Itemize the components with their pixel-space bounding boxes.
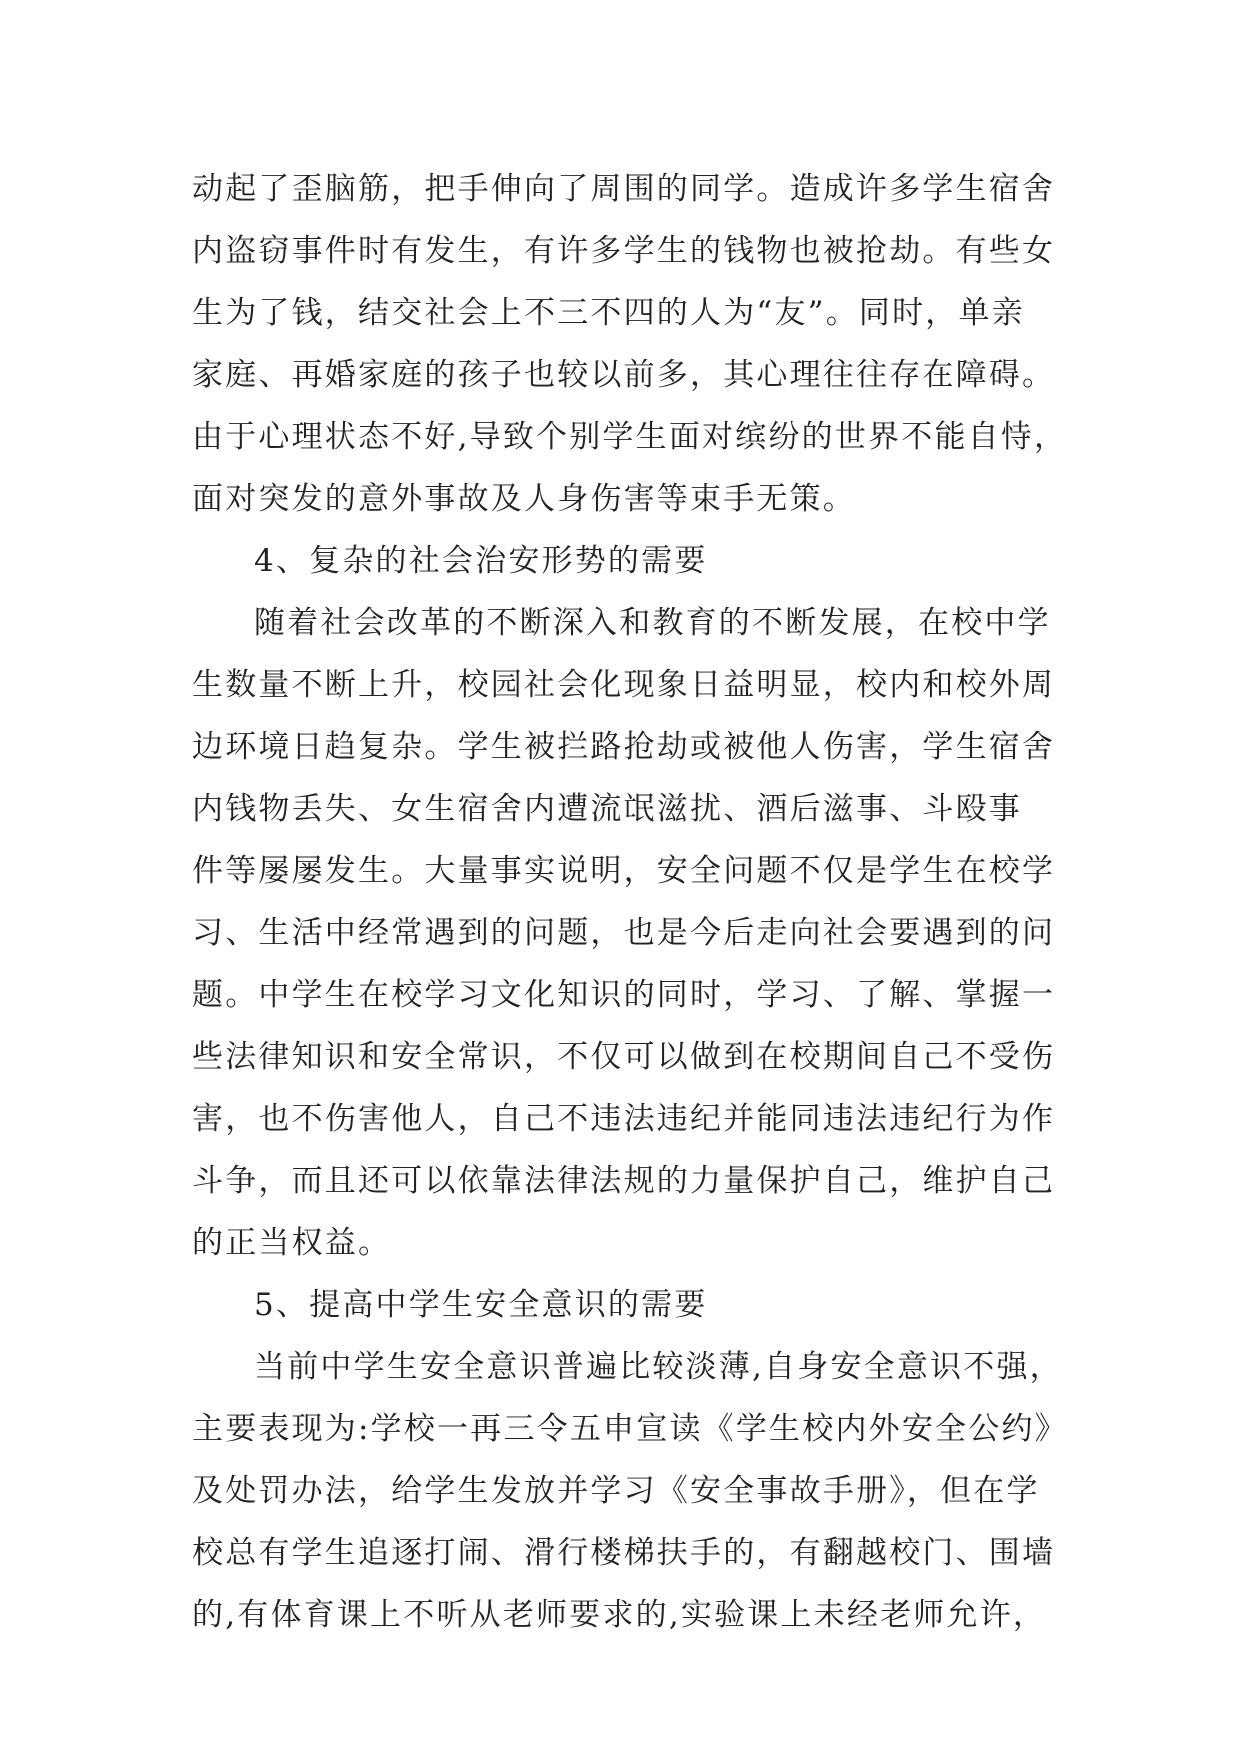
text-line: 题。中学生在校学习文化知识的同时，学习、了解、掌握一	[192, 977, 1056, 1013]
text-line: 及处罚办法，给学生发放并学习《安全事故手册》，但在学	[192, 1473, 1040, 1509]
paragraph-first-line: 当前中学生安全意识普遍比较淡薄,自身安全意识不强，	[254, 1349, 1063, 1385]
text-line: 习、生活中经常遇到的问题，也是今后走向社会要遇到的问	[192, 915, 1056, 951]
text-line: 的,有体育课上不听从老师要求的,实验课上未经老师允许，	[192, 1597, 1047, 1633]
text-line: 害，也不伤害他人，自己不违法违纪并能同违法违纪行为作	[192, 1101, 1056, 1137]
section-heading-4: 4、复杂的社会治安形势的需要	[254, 543, 708, 579]
text-line: 家庭、再婚家庭的孩子也较以前多，其心理往往存在障碍。	[192, 357, 1056, 393]
text-line: 件等屡屡发生。大量事实说明，安全问题不仅是学生在校学	[192, 853, 1056, 889]
paragraph-first-line: 随着社会改革的不断深入和教育的不断发展，在校中学	[254, 605, 1051, 641]
section-heading-5: 5、提高中学生安全意识的需要	[254, 1287, 708, 1323]
text-line: 由于心理状态不好,导致个别学生面对缤纷的世界不能自恃，	[192, 419, 1068, 455]
text-line: 动起了歪脑筋，把手伸向了周围的同学。造成许多学生宿舍	[192, 171, 1056, 207]
text-line: 面对突发的意外事故及人身伤害等束手无策。	[192, 481, 856, 517]
text-line: 内盗窃事件时有发生，有许多学生的钱物也被抢劫。有些女	[192, 233, 1056, 269]
text-line: 些法律知识和安全常识，不仅可以做到在校期间自己不受伤	[192, 1039, 1056, 1075]
text-line: 的正当权益。	[192, 1225, 392, 1261]
text-line: 斗争，而且还可以依靠法律法规的力量保护自己，维护自己	[192, 1163, 1056, 1199]
text-line: 校总有学生追逐打闹、滑行楼梯扶手的，有翻越校门、围墙	[192, 1535, 1056, 1571]
document-body	[192, 158, 1072, 1646]
text-line: 主要表现为:学校一再三令五申宣读《学生校内外安全公约》	[192, 1411, 1068, 1447]
text-line: 生数量不断上升，校园社会化现象日益明显，校内和校外周	[192, 667, 1056, 703]
text-line: 边环境日趋复杂。学生被拦路抢劫或被他人伤害，学生宿舍	[192, 729, 1056, 765]
text-line: 内钱物丢失、女生宿舍内遭流氓滋扰、酒后滋事、斗殴事	[192, 791, 1022, 827]
text-line: 生为了钱，结交社会上不三不四的人为“友”。同时，单亲	[192, 295, 1025, 331]
